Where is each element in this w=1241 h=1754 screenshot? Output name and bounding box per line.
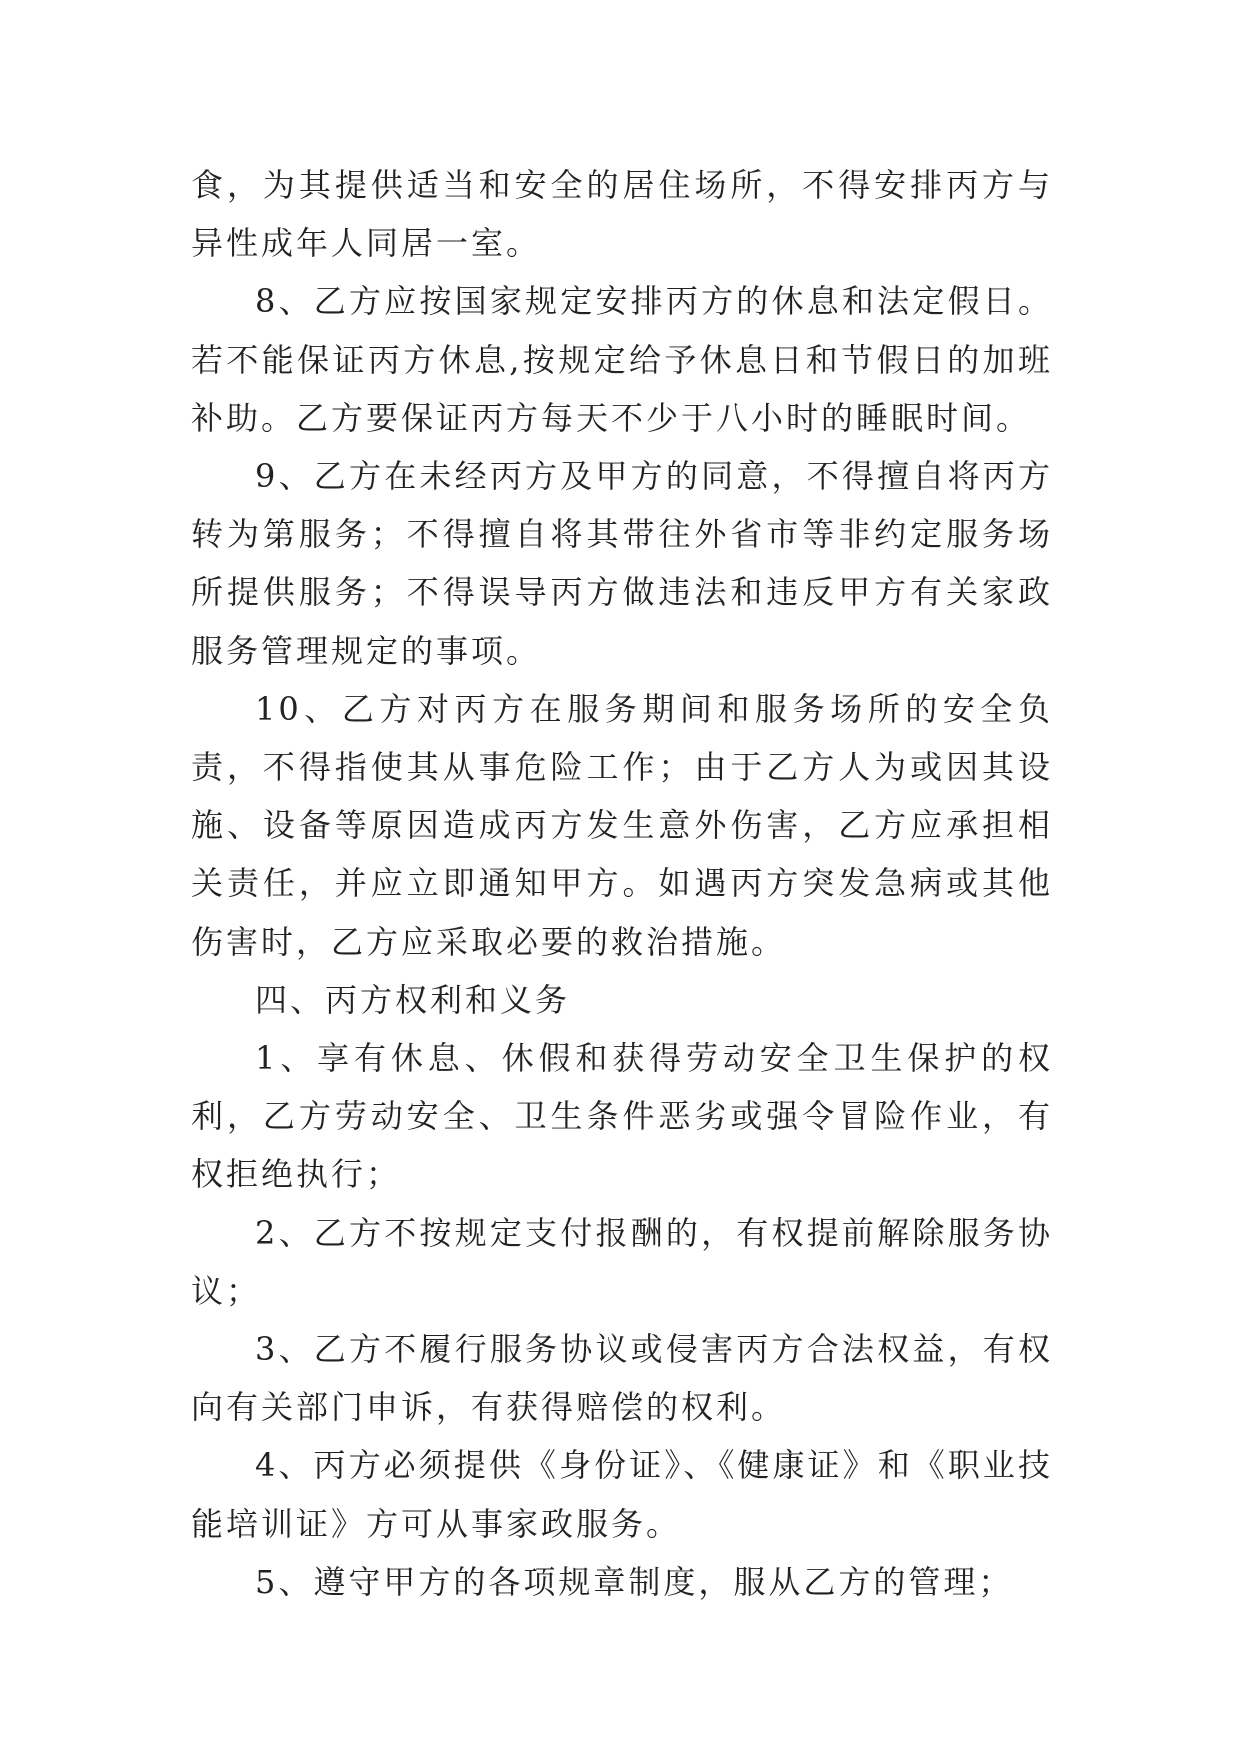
paragraph-clause-4-3: 3、乙方不履行服务协议或侵害丙方合法权益，有权向有关部门申诉，有获得赔偿的权利。 [191, 1330, 1053, 1427]
paragraph-clause-8: 8、乙方应按国家规定安排丙方的休息和法定假日。若不能保证丙方休息,按规定给予休息日和节假日的加班补助。乙方要保证丙方每天不少于八小时的睡眠时间。 [191, 282, 1053, 437]
paragraph-clause-10: 10、乙方对丙方在服务期间和服务场所的安全负责，不得指使其从事危险工作；由于乙方人为或因其设施、设备等原因造成丙方发生意外伤害，乙方应承担相关责任，并应立即通知甲方。如遇丙方突发急病或其他伤害时，乙方应采取必要的救治措施。 [191, 689, 1053, 961]
paragraph-clause-4-1: 1、享有休息、休假和获得劳动安全卫生保护的权利，乙方劳动安全、卫生条件恶劣或强令冒险作业，有权拒绝执行； [191, 1039, 1053, 1194]
paragraph-continuation: 食，为其提供适当和安全的居住场所，不得安排丙方与异性成年人同居一室。 [191, 166, 1053, 263]
paragraph-clause-4-2: 2、乙方不按规定支付报酬的，有权提前解除服务协议； [191, 1213, 1053, 1310]
paragraph-clause-4-5: 5、遵守甲方的各项规章制度，服从乙方的管理； [255, 1562, 1014, 1601]
document-body [191, 156, 1053, 1611]
section-heading-4: 四、丙方权利和义务 [255, 980, 571, 1019]
paragraph-clause-9: 9、乙方在未经丙方及甲方的同意，不得擅自将丙方转为第服务；不得擅自将其带往外省市等非约定服务场所提供服务；不得误导丙方做违法和违反甲方有关家政服务管理规定的事项。 [191, 457, 1053, 670]
paragraph-clause-4-4: 4、丙方必须提供《身份证》、《健康证》和《职业技能培训证》方可从事家政服务。 [191, 1446, 1053, 1543]
